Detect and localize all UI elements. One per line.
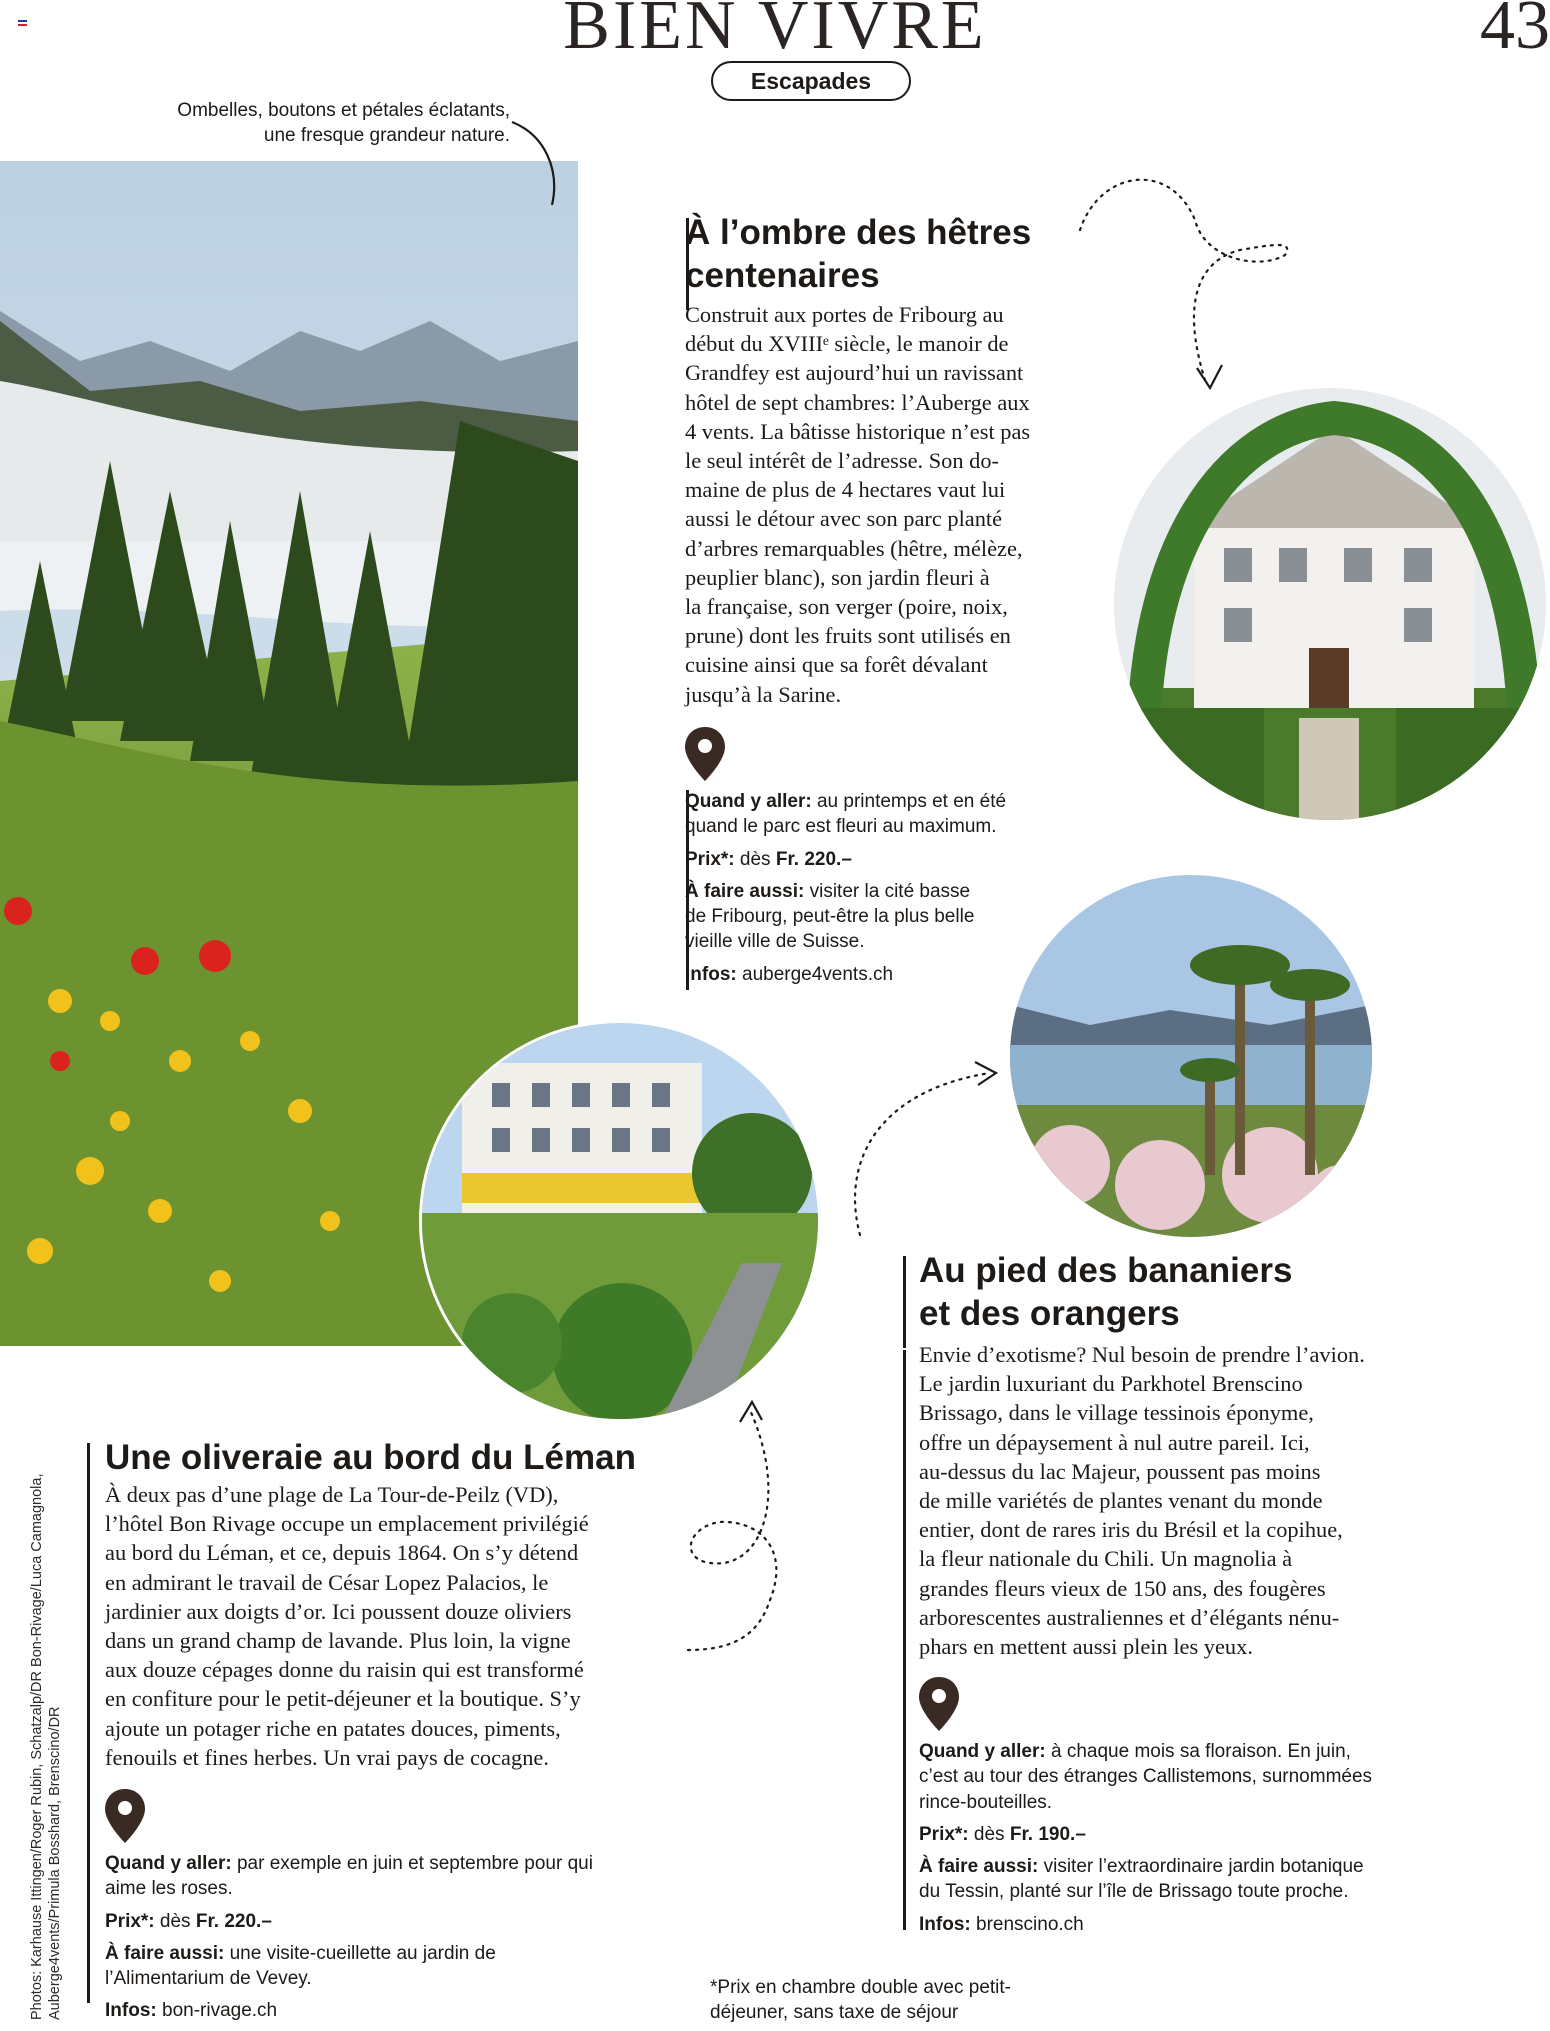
page-number: 43 (1480, 0, 1550, 64)
price-value: Fr. 220.– (195, 1910, 272, 1932)
body-line: fenouils et fines herbes. Un vrai pays de cocagne. (105, 1744, 549, 1770)
body-line: Le jardin luxuriant du Parkhotel Brenscino (919, 1371, 1303, 1397)
body-line: entier, dont de rares iris du Brésil et la copihue, (919, 1517, 1343, 1543)
price-value: Fr. 190.– (1009, 1823, 1086, 1845)
arrowhead-icon (740, 1402, 762, 1422)
body-line: peuplier blanc), son jardin fleuri à (685, 564, 990, 590)
body-line: d’arbres remarquables (hêtre, mélèze, (685, 535, 1023, 561)
also-text: visiter la cité basse (809, 880, 971, 902)
when-label: Quand y aller: (105, 1853, 232, 1874)
location-pin-icon (103, 1787, 147, 1845)
body-line: maine de plus de 4 hectares vaut lui (685, 477, 1006, 503)
arrowhead-icon (1197, 365, 1222, 388)
also-label: À faire aussi: (919, 1856, 1039, 1878)
also-text: du Tessin, planté sur l’île de Brissago toute proche. (919, 1881, 1349, 1903)
price-value: Fr. 220.– (775, 848, 852, 870)
body-line: en confiture pour le petit-déjeuner et la boutique. S’y (105, 1686, 581, 1712)
body-line: au bord du Léman, et ce, depuis 1864. On s’y détend (105, 1540, 579, 1566)
body-line: aussi le détour avec son parc planté (685, 506, 1003, 532)
price-prefix: dès (973, 1823, 1005, 1845)
infos-label: Infos: (919, 1913, 971, 1935)
price-footnote (710, 1975, 1070, 2025)
when-text: à chaque mois sa floraison. En juin, (1050, 1741, 1351, 1762)
price-label: Prix*: (685, 848, 735, 870)
also-row (919, 1854, 1439, 1905)
when-label: Quand y aller: (919, 1741, 1046, 1762)
infos-link[interactable]: brenscino.ch (976, 1913, 1084, 1935)
body-line: en admirant le travail de César Lopez Palacios, le (105, 1569, 549, 1595)
body-line: phars en mettent aussi plein les yeux. (919, 1634, 1253, 1660)
body-line: la française, son verger (poire, noix, (685, 594, 1008, 620)
infos-label: Infos: (105, 2000, 157, 2022)
also-row (105, 1941, 665, 1992)
infos-row (919, 1912, 1439, 1937)
caption-line: une fresque grandeur nature. (263, 125, 510, 146)
when-text: quand le parc est fleuri au maximum. (685, 816, 997, 838)
infos-row (105, 1998, 665, 2023)
infos-link[interactable]: auberge4vents.ch (742, 963, 894, 985)
body-line: Envie d’exotisme? Nul besoin de prendre l’avion. (919, 1342, 1365, 1367)
infos-label: Infos: (685, 963, 737, 985)
when-label: Quand y aller: (685, 791, 812, 812)
location-pin-icon (917, 1675, 961, 1733)
when-text: par exemple en juin et septembre pour qui (236, 1853, 593, 1874)
article-2-info (919, 1739, 1439, 1944)
rubric-title: BIEN VIVRE (563, 0, 987, 64)
body-line: offre un dépaysement à nul autre pareil. Ici, (919, 1429, 1310, 1455)
article-3-body (105, 1480, 685, 1772)
dotted-arrow-icon (688, 1410, 776, 1650)
body-line: À deux pas d’une plage de La Tour-de-Peilz (VD), (105, 1482, 559, 1507)
footnote-line: *Prix en chambre double avec petit- (710, 1977, 1011, 1998)
price-row (105, 1909, 665, 1934)
article-1-body (685, 300, 1105, 709)
manor-photo (1114, 388, 1546, 820)
infos-row (685, 962, 1085, 987)
location-pin-icon (683, 725, 727, 783)
infos-link[interactable]: bon-rivage.ch (162, 2000, 278, 2022)
body-line: aux douze cépages donne du raisin qui est transformé (105, 1657, 584, 1683)
title-rule (903, 1256, 906, 1348)
body-line: la fleur nationale du Chili. Un magnolia à (919, 1546, 1293, 1572)
arrowhead-icon (975, 1062, 996, 1085)
when-text: rince-bouteilles. (919, 1791, 1053, 1813)
title-line: À l’ombre des hêtres (685, 213, 1032, 252)
when-row (919, 1739, 1439, 1815)
article-rule (87, 1443, 90, 2003)
price-label: Prix*: (919, 1823, 969, 1845)
section-pill: Escapades (711, 61, 911, 101)
body-line: jusqu’à la Sarine. (685, 681, 842, 707)
price-label: Prix*: (105, 1910, 155, 1932)
also-label: À faire aussi: (685, 880, 805, 902)
article-3-info (105, 1851, 665, 2031)
also-text: de Fribourg, peut-être la plus belle (685, 906, 975, 928)
credits-text: Photos: Karhause Ittingen/Roger Rubin, Schatzalp/DR Bon-Rivage/Luca Camagnola, Auberge4vents/Primula Bosshard, Brenscino/DR (29, 1473, 63, 2020)
price-prefix: dès (159, 1910, 191, 1932)
price-row (685, 847, 1085, 872)
body-line: hôtel de sept chambres: l’Auberge aux (685, 389, 1030, 415)
title-line: centenaires (685, 256, 880, 295)
body-line: Grandfey est aujourd’hui un ravissant (685, 360, 1024, 386)
body-line: 4 vents. La bâtisse historique n’est pas (685, 418, 1031, 444)
when-row (685, 789, 1085, 840)
article-3-title: Une oliveraie au bord du Léman (105, 1438, 636, 1477)
body-line: dans un grand champ de lavande. Plus loin, la vigne (105, 1628, 571, 1654)
photo-caption (100, 98, 510, 148)
price-row (919, 1822, 1439, 1847)
hotel-photo (419, 1020, 821, 1422)
also-row (685, 879, 1085, 955)
body-line: Construit aux portes de Fribourg au (685, 302, 1004, 327)
body-line: de mille variétés de plantes venant du monde (919, 1488, 1323, 1514)
photo-credits (28, 1410, 68, 2020)
title-line: Au pied des bananiers (919, 1251, 1293, 1290)
article-2-title (919, 1249, 1439, 1335)
also-label: À faire aussi: (105, 1942, 225, 1964)
article-1-title (685, 211, 1105, 297)
also-text: l’Alimentarium de Vevey. (105, 1968, 312, 1990)
body-line: jardinier aux doigts d’or. Ici poussent douze oliviers (105, 1598, 572, 1624)
body-line: ajoute un potager riche en patates douces, piments, (105, 1715, 561, 1741)
body-line: grandes fleurs vieux de 150 ans, des fougères (919, 1575, 1326, 1601)
body-line: l’hôtel Bon Rivage occupe un emplacement privilégié (105, 1511, 589, 1537)
price-prefix: dès (739, 848, 771, 870)
also-text: une visite-cueillette au jardin de (229, 1942, 496, 1964)
when-text: au printemps et en été (816, 791, 1007, 812)
when-text: c’est au tour des étranges Callistemons, surnommées (919, 1766, 1373, 1788)
body-line: le seul intérêt de l’adresse. Son do- (685, 448, 999, 474)
title-line: et des orangers (919, 1294, 1180, 1333)
dotted-arrow-icon (1080, 180, 1287, 380)
body-line: prune) dont les fruits sont utilisés en (685, 623, 1011, 649)
body-line: au-dessus du lac Majeur, poussent pas moins (919, 1458, 1321, 1484)
body-line: Brissago, dans le village tessinois éponyme, (919, 1400, 1314, 1426)
also-text: visiter l’extraordinaire jardin botanique (1043, 1856, 1364, 1878)
when-row (105, 1851, 665, 1902)
article-1-info (685, 789, 1085, 994)
article-rule (903, 1350, 906, 1930)
footnote-line: déjeuner, sans taxe de séjour (710, 2002, 959, 2023)
when-text: aime les roses. (105, 1878, 233, 1900)
caption-line: Ombelles, boutons et pétales éclatants, (177, 100, 510, 121)
body-line: cuisine ainsi que sa forêt dévalant (685, 652, 988, 678)
also-text: vieille ville de Suisse. (685, 931, 865, 953)
body-line: début du XVIIIᵉ siècle, le manoir de (685, 331, 1009, 357)
article-2-body (919, 1340, 1439, 1661)
body-line: arborescentes australiennes et d’élégants nénu- (919, 1604, 1340, 1630)
dotted-arrow-icon (855, 1073, 990, 1235)
